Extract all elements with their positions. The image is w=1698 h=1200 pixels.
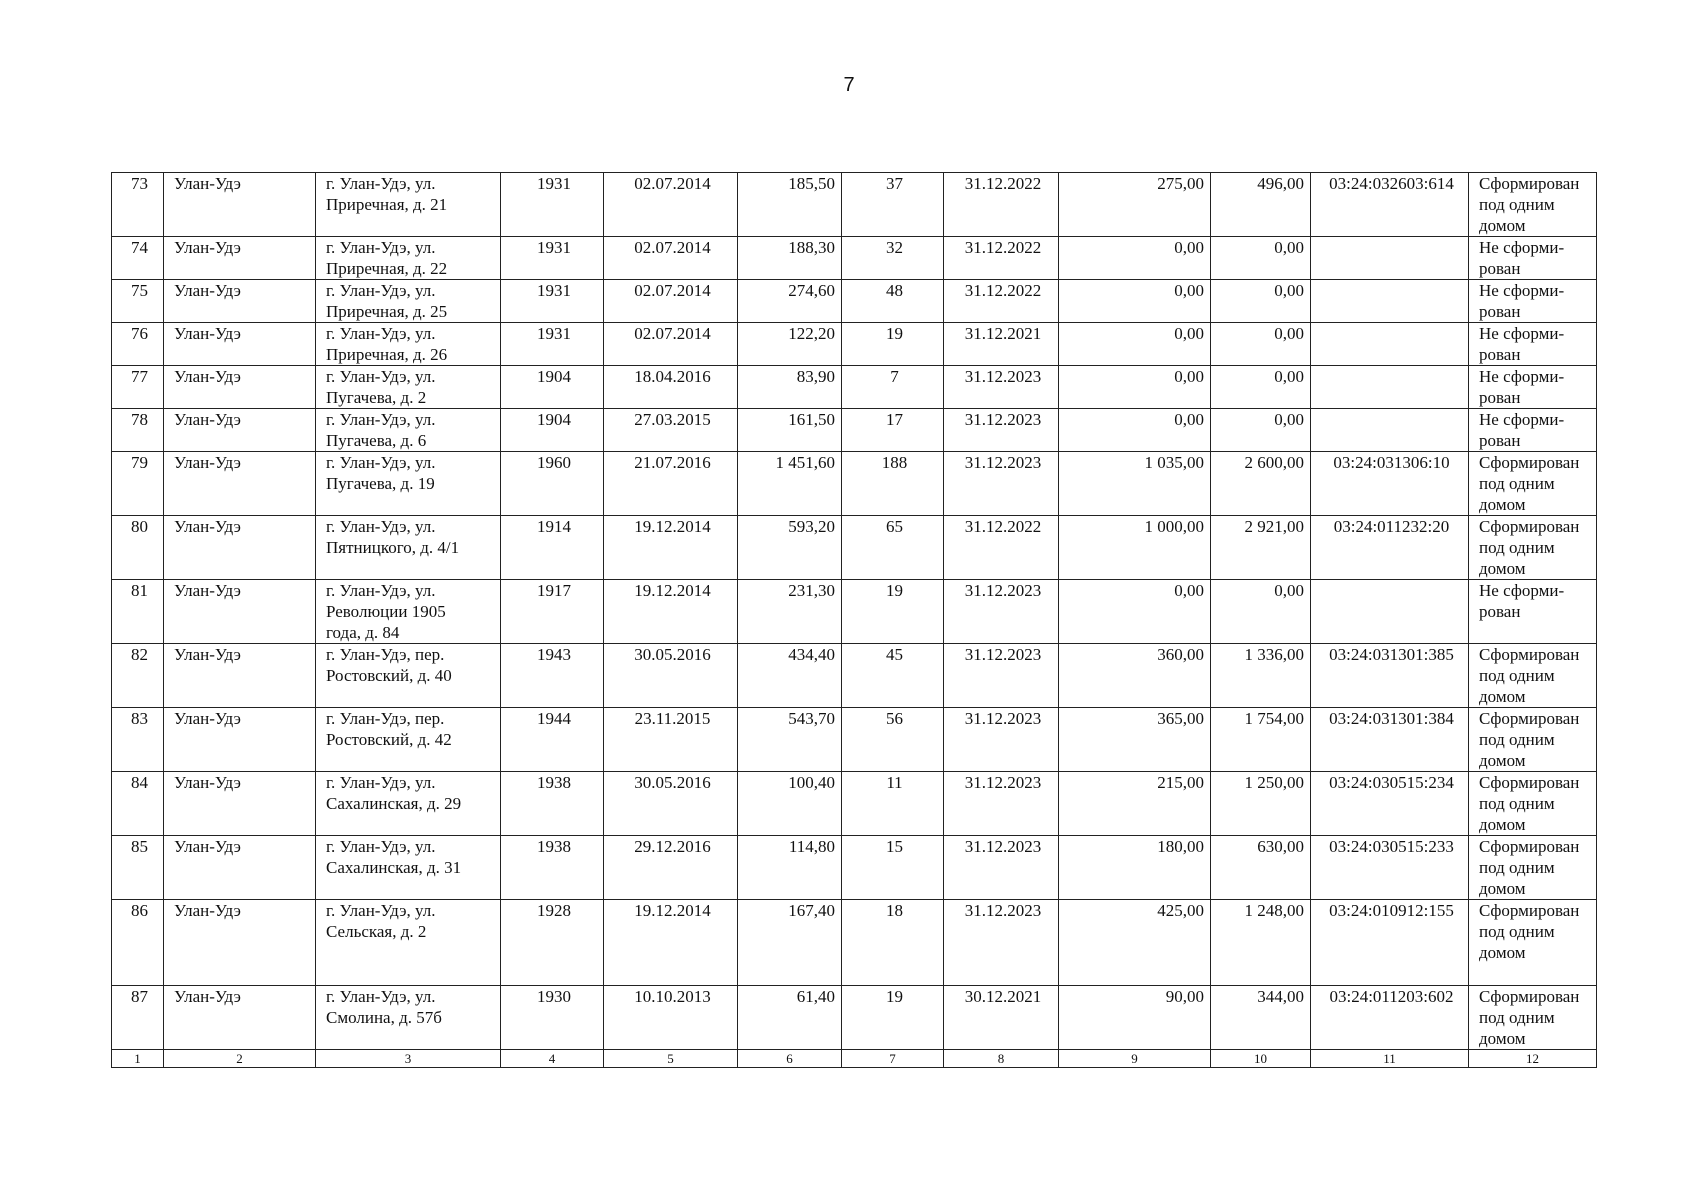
- deadline-cell: 31.12.2021: [944, 323, 1059, 366]
- address-cell-line: г. Улан-Удэ, ул.: [326, 367, 436, 386]
- value-9-cell: 90,00: [1059, 986, 1211, 1050]
- city-cell: Улан-Удэ: [164, 452, 316, 516]
- column-number-cell: 10: [1211, 1050, 1311, 1068]
- area-cell: 185,50: [738, 173, 842, 237]
- status-cell: [1469, 280, 1597, 323]
- value-10-cell: 2 600,00: [1211, 452, 1311, 516]
- status-cell: [1469, 173, 1597, 237]
- status-cell: [1469, 580, 1597, 644]
- date-cell: 02.07.2014: [604, 237, 738, 280]
- date-cell: 30.05.2016: [604, 644, 738, 708]
- deadline-cell: 31.12.2023: [944, 366, 1059, 409]
- cadastral-number-cell: [1311, 280, 1469, 323]
- status-cell: [1469, 237, 1597, 280]
- deadline-cell: 31.12.2022: [944, 237, 1059, 280]
- status-cell-line: домом: [1479, 495, 1526, 514]
- status-cell-line: рован: [1479, 302, 1521, 321]
- table-row: [112, 409, 1597, 452]
- address-cell: [316, 173, 501, 237]
- status-cell: [1469, 836, 1597, 900]
- status-cell-line: Не сформи-: [1479, 367, 1565, 386]
- address-cell-line: Приречная, д. 26: [326, 345, 448, 364]
- deadline-cell: 31.12.2022: [944, 280, 1059, 323]
- status-cell-line: рован: [1479, 259, 1521, 278]
- value-9-cell: 1 035,00: [1059, 452, 1211, 516]
- address-cell-line: Сахалинская, д. 31: [326, 858, 462, 877]
- column-number-cell: 5: [604, 1050, 738, 1068]
- area-cell: 543,70: [738, 708, 842, 772]
- status-cell-line: Сформирован: [1479, 709, 1580, 728]
- status-cell-line: Сформирован: [1479, 174, 1580, 193]
- area-cell: 61,40: [738, 986, 842, 1050]
- row-number-cell: 78: [112, 409, 164, 452]
- value-10-cell: 1 336,00: [1211, 644, 1311, 708]
- row-number-cell: 74: [112, 237, 164, 280]
- cadastral-number-cell: 03:24:010912:155: [1311, 900, 1469, 986]
- row-number-cell: 81: [112, 580, 164, 644]
- city-cell: Улан-Удэ: [164, 644, 316, 708]
- status-cell-line: рован: [1479, 345, 1521, 364]
- address-cell-line: Пугачева, д. 2: [326, 388, 427, 407]
- row-number-cell: 79: [112, 452, 164, 516]
- cadastral-number-cell: [1311, 323, 1469, 366]
- value-10-cell: 630,00: [1211, 836, 1311, 900]
- status-cell-line: Не сформи-: [1479, 410, 1565, 429]
- date-cell: 30.05.2016: [604, 772, 738, 836]
- status-cell-line: под одним: [1479, 474, 1555, 493]
- address-cell-line: Приречная, д. 25: [326, 302, 448, 321]
- status-cell: [1469, 644, 1597, 708]
- row-number-cell: 77: [112, 366, 164, 409]
- value-10-cell: 0,00: [1211, 366, 1311, 409]
- value-10-cell: 0,00: [1211, 409, 1311, 452]
- status-cell-line: под одним: [1479, 730, 1555, 749]
- address-cell: [316, 772, 501, 836]
- status-cell-line: домом: [1479, 879, 1526, 898]
- deadline-cell: 31.12.2022: [944, 516, 1059, 580]
- value-9-cell: 0,00: [1059, 580, 1211, 644]
- city-cell: Улан-Удэ: [164, 900, 316, 986]
- value-10-cell: 1 248,00: [1211, 900, 1311, 986]
- deadline-cell: 31.12.2023: [944, 644, 1059, 708]
- address-cell-line: Пугачева, д. 19: [326, 474, 435, 493]
- column-number-cell: 3: [316, 1050, 501, 1068]
- cadastral-number-cell: 03:24:030515:234: [1311, 772, 1469, 836]
- city-cell: Улан-Удэ: [164, 280, 316, 323]
- status-cell: [1469, 772, 1597, 836]
- row-number-cell: 85: [112, 836, 164, 900]
- date-cell: 02.07.2014: [604, 173, 738, 237]
- residents-cell: 48: [842, 280, 944, 323]
- residents-cell: 45: [842, 644, 944, 708]
- deadline-cell: 31.12.2023: [944, 409, 1059, 452]
- area-cell: 122,20: [738, 323, 842, 366]
- cadastral-number-cell: 03:24:011203:602: [1311, 986, 1469, 1050]
- address-cell: [316, 409, 501, 452]
- area-cell: 434,40: [738, 644, 842, 708]
- status-cell-line: домом: [1479, 943, 1526, 962]
- city-cell: Улан-Удэ: [164, 986, 316, 1050]
- status-cell: [1469, 516, 1597, 580]
- status-cell-line: домом: [1479, 216, 1526, 235]
- address-cell-line: г. Улан-Удэ, ул.: [326, 517, 436, 536]
- deadline-cell: 31.12.2023: [944, 708, 1059, 772]
- address-cell-line: г. Улан-Удэ, ул.: [326, 581, 436, 600]
- table-row: [112, 772, 1597, 836]
- value-9-cell: 275,00: [1059, 173, 1211, 237]
- year-cell: 1960: [501, 452, 604, 516]
- year-cell: 1938: [501, 772, 604, 836]
- year-cell: 1938: [501, 836, 604, 900]
- column-number-cell: 7: [842, 1050, 944, 1068]
- year-cell: 1931: [501, 280, 604, 323]
- address-cell-line: г. Улан-Удэ, ул.: [326, 174, 436, 193]
- address-cell: [316, 708, 501, 772]
- status-cell: [1469, 708, 1597, 772]
- status-cell: [1469, 323, 1597, 366]
- value-10-cell: 344,00: [1211, 986, 1311, 1050]
- status-cell-line: рован: [1479, 388, 1521, 407]
- value-9-cell: 0,00: [1059, 280, 1211, 323]
- value-10-cell: 0,00: [1211, 237, 1311, 280]
- row-number-cell: 86: [112, 900, 164, 986]
- column-number-cell: 8: [944, 1050, 1059, 1068]
- address-cell: [316, 986, 501, 1050]
- table-row: [112, 516, 1597, 580]
- cadastral-number-cell: 03:24:031301:385: [1311, 644, 1469, 708]
- table-row: [112, 452, 1597, 516]
- deadline-cell: 30.12.2021: [944, 986, 1059, 1050]
- address-cell-line: Пугачева, д. 6: [326, 431, 427, 450]
- date-cell: 19.12.2014: [604, 580, 738, 644]
- housing-register-table: [111, 172, 1597, 1068]
- status-cell: [1469, 452, 1597, 516]
- status-cell-line: под одним: [1479, 538, 1555, 557]
- status-cell-line: рован: [1479, 602, 1521, 621]
- address-cell: [316, 644, 501, 708]
- value-9-cell: 215,00: [1059, 772, 1211, 836]
- value-10-cell: 0,00: [1211, 580, 1311, 644]
- address-cell-line: г. Улан-Удэ, ул.: [326, 901, 436, 920]
- value-9-cell: 0,00: [1059, 366, 1211, 409]
- date-cell: 27.03.2015: [604, 409, 738, 452]
- cadastral-number-cell: [1311, 237, 1469, 280]
- row-number-cell: 73: [112, 173, 164, 237]
- residents-cell: 11: [842, 772, 944, 836]
- address-cell-line: г. Улан-Удэ, ул.: [326, 773, 436, 792]
- year-cell: 1931: [501, 237, 604, 280]
- status-cell-line: под одним: [1479, 858, 1555, 877]
- deadline-cell: 31.12.2023: [944, 836, 1059, 900]
- deadline-cell: 31.12.2023: [944, 580, 1059, 644]
- address-cell-line: г. Улан-Удэ, пер.: [326, 645, 445, 664]
- cadastral-number-cell: [1311, 409, 1469, 452]
- table-row: [112, 237, 1597, 280]
- value-10-cell: 496,00: [1211, 173, 1311, 237]
- residents-cell: 17: [842, 409, 944, 452]
- year-cell: 1904: [501, 409, 604, 452]
- status-cell-line: Сформирован: [1479, 987, 1580, 1006]
- year-cell: 1914: [501, 516, 604, 580]
- area-cell: 100,40: [738, 772, 842, 836]
- deadline-cell: 31.12.2022: [944, 173, 1059, 237]
- area-cell: 167,40: [738, 900, 842, 986]
- area-cell: 231,30: [738, 580, 842, 644]
- address-cell: [316, 900, 501, 986]
- residents-cell: 37: [842, 173, 944, 237]
- column-number-cell: 6: [738, 1050, 842, 1068]
- city-cell: Улан-Удэ: [164, 516, 316, 580]
- status-cell: [1469, 986, 1597, 1050]
- address-cell-line: г. Улан-Удэ, ул.: [326, 324, 436, 343]
- cadastral-number-cell: 03:24:011232:20: [1311, 516, 1469, 580]
- value-10-cell: 0,00: [1211, 323, 1311, 366]
- status-cell-line: домом: [1479, 687, 1526, 706]
- table-body: [112, 173, 1597, 1050]
- residents-cell: 56: [842, 708, 944, 772]
- year-cell: 1943: [501, 644, 604, 708]
- row-number-cell: 80: [112, 516, 164, 580]
- address-cell: [316, 516, 501, 580]
- year-cell: 1944: [501, 708, 604, 772]
- date-cell: 29.12.2016: [604, 836, 738, 900]
- cadastral-number-cell: 03:24:030515:233: [1311, 836, 1469, 900]
- row-number-cell: 84: [112, 772, 164, 836]
- deadline-cell: 31.12.2023: [944, 452, 1059, 516]
- status-cell-line: под одним: [1479, 1008, 1555, 1027]
- date-cell: 19.12.2014: [604, 516, 738, 580]
- status-cell-line: Не сформи-: [1479, 324, 1565, 343]
- status-cell-line: домом: [1479, 815, 1526, 834]
- table-row: [112, 580, 1597, 644]
- residents-cell: 18: [842, 900, 944, 986]
- status-cell-line: Сформирован: [1479, 453, 1580, 472]
- status-cell: [1469, 409, 1597, 452]
- city-cell: Улан-Удэ: [164, 580, 316, 644]
- column-number-cell: 12: [1469, 1050, 1597, 1068]
- residents-cell: 19: [842, 986, 944, 1050]
- table-row: [112, 280, 1597, 323]
- cadastral-number-cell: [1311, 366, 1469, 409]
- column-number-cell: 1: [112, 1050, 164, 1068]
- value-9-cell: 180,00: [1059, 836, 1211, 900]
- residents-cell: 19: [842, 323, 944, 366]
- cadastral-number-cell: 03:24:032603:614: [1311, 173, 1469, 237]
- residents-cell: 65: [842, 516, 944, 580]
- area-cell: 161,50: [738, 409, 842, 452]
- address-cell: [316, 836, 501, 900]
- status-cell-line: домом: [1479, 1029, 1526, 1048]
- address-cell-line: г. Улан-Удэ, ул.: [326, 987, 436, 1006]
- address-cell-line: г. Улан-Удэ, ул.: [326, 410, 436, 429]
- residents-cell: 15: [842, 836, 944, 900]
- area-cell: 593,20: [738, 516, 842, 580]
- status-cell-line: домом: [1479, 751, 1526, 770]
- status-cell-line: под одним: [1479, 666, 1555, 685]
- residents-cell: 188: [842, 452, 944, 516]
- address-cell: [316, 237, 501, 280]
- area-cell: 83,90: [738, 366, 842, 409]
- city-cell: Улан-Удэ: [164, 409, 316, 452]
- value-10-cell: 0,00: [1211, 280, 1311, 323]
- year-cell: 1931: [501, 323, 604, 366]
- status-cell-line: рован: [1479, 431, 1521, 450]
- value-9-cell: 0,00: [1059, 409, 1211, 452]
- address-cell-line: г. Улан-Удэ, ул.: [326, 281, 436, 300]
- row-number-cell: 87: [112, 986, 164, 1050]
- table-row: [112, 986, 1597, 1050]
- address-cell-line: г. Улан-Удэ, ул.: [326, 453, 436, 472]
- status-cell-line: Не сформи-: [1479, 581, 1565, 600]
- address-cell: [316, 366, 501, 409]
- table-row: [112, 173, 1597, 237]
- table-row: [112, 644, 1597, 708]
- year-cell: 1930: [501, 986, 604, 1050]
- year-cell: 1917: [501, 580, 604, 644]
- area-cell: 114,80: [738, 836, 842, 900]
- address-cell-line: Ростовский, д. 42: [326, 730, 452, 749]
- status-cell: [1469, 366, 1597, 409]
- date-cell: 19.12.2014: [604, 900, 738, 986]
- value-9-cell: 0,00: [1059, 323, 1211, 366]
- status-cell-line: под одним: [1479, 195, 1555, 214]
- address-cell: [316, 323, 501, 366]
- value-10-cell: 1 754,00: [1211, 708, 1311, 772]
- status-cell: [1469, 900, 1597, 986]
- city-cell: Улан-Удэ: [164, 836, 316, 900]
- table-row: [112, 836, 1597, 900]
- status-cell-line: Сформирован: [1479, 645, 1580, 664]
- row-number-cell: 76: [112, 323, 164, 366]
- address-cell-line: г. Улан-Удэ, пер.: [326, 709, 445, 728]
- value-9-cell: 360,00: [1059, 644, 1211, 708]
- address-cell: [316, 580, 501, 644]
- address-cell-line: Пятницкого, д. 4/1: [326, 538, 460, 557]
- value-10-cell: 1 250,00: [1211, 772, 1311, 836]
- city-cell: Улан-Удэ: [164, 237, 316, 280]
- area-cell: 274,60: [738, 280, 842, 323]
- column-number-cell: 4: [501, 1050, 604, 1068]
- area-cell: 1 451,60: [738, 452, 842, 516]
- address-cell: [316, 280, 501, 323]
- date-cell: 21.07.2016: [604, 452, 738, 516]
- residents-cell: 19: [842, 580, 944, 644]
- address-cell-line: Ростовский, д. 40: [326, 666, 452, 685]
- status-cell-line: Сформирован: [1479, 517, 1580, 536]
- row-number-cell: 82: [112, 644, 164, 708]
- column-number-cell: 2: [164, 1050, 316, 1068]
- address-cell-line: Приречная, д. 21: [326, 195, 448, 214]
- city-cell: Улан-Удэ: [164, 772, 316, 836]
- residents-cell: 7: [842, 366, 944, 409]
- area-cell: 188,30: [738, 237, 842, 280]
- column-number-cell: 11: [1311, 1050, 1469, 1068]
- address-cell-line: Революции 1905: [326, 602, 446, 621]
- page-number: 7: [843, 74, 855, 96]
- date-cell: 10.10.2013: [604, 986, 738, 1050]
- table-row: [112, 900, 1597, 986]
- value-9-cell: 425,00: [1059, 900, 1211, 986]
- status-cell-line: Сформирован: [1479, 837, 1580, 856]
- address-cell: [316, 452, 501, 516]
- year-cell: 1904: [501, 366, 604, 409]
- column-number-cell: 9: [1059, 1050, 1211, 1068]
- status-cell-line: под одним: [1479, 922, 1555, 941]
- city-cell: Улан-Удэ: [164, 323, 316, 366]
- date-cell: 02.07.2014: [604, 323, 738, 366]
- table-row: [112, 323, 1597, 366]
- year-cell: 1928: [501, 900, 604, 986]
- status-cell-line: под одним: [1479, 794, 1555, 813]
- column-number-row: [112, 1050, 1597, 1068]
- table-row: [112, 708, 1597, 772]
- value-10-cell: 2 921,00: [1211, 516, 1311, 580]
- city-cell: Улан-Удэ: [164, 366, 316, 409]
- residents-cell: 32: [842, 237, 944, 280]
- city-cell: Улан-Удэ: [164, 173, 316, 237]
- date-cell: 02.07.2014: [604, 280, 738, 323]
- status-cell-line: Сформирован: [1479, 773, 1580, 792]
- date-cell: 23.11.2015: [604, 708, 738, 772]
- deadline-cell: 31.12.2023: [944, 900, 1059, 986]
- date-cell: 18.04.2016: [604, 366, 738, 409]
- status-cell-line: домом: [1479, 559, 1526, 578]
- row-number-cell: 83: [112, 708, 164, 772]
- city-cell: Улан-Удэ: [164, 708, 316, 772]
- year-cell: 1931: [501, 173, 604, 237]
- value-9-cell: 365,00: [1059, 708, 1211, 772]
- address-cell-line: г. Улан-Удэ, ул.: [326, 238, 436, 257]
- status-cell-line: Не сформи-: [1479, 281, 1565, 300]
- address-cell-line: Смолина, д. 57б: [326, 1008, 442, 1027]
- table-row: [112, 366, 1597, 409]
- cadastral-number-cell: 03:24:031301:384: [1311, 708, 1469, 772]
- value-9-cell: 0,00: [1059, 237, 1211, 280]
- address-cell-line: года, д. 84: [326, 623, 400, 642]
- address-cell-line: Сахалинская, д. 29: [326, 794, 462, 813]
- status-cell-line: Не сформи-: [1479, 238, 1565, 257]
- address-cell-line: г. Улан-Удэ, ул.: [326, 837, 436, 856]
- value-9-cell: 1 000,00: [1059, 516, 1211, 580]
- cadastral-number-cell: 03:24:031306:10: [1311, 452, 1469, 516]
- status-cell-line: Сформирован: [1479, 901, 1580, 920]
- row-number-cell: 75: [112, 280, 164, 323]
- address-cell-line: Приречная, д. 22: [326, 259, 448, 278]
- address-cell-line: Сельская, д. 2: [326, 922, 427, 941]
- cadastral-number-cell: [1311, 580, 1469, 644]
- deadline-cell: 31.12.2023: [944, 772, 1059, 836]
